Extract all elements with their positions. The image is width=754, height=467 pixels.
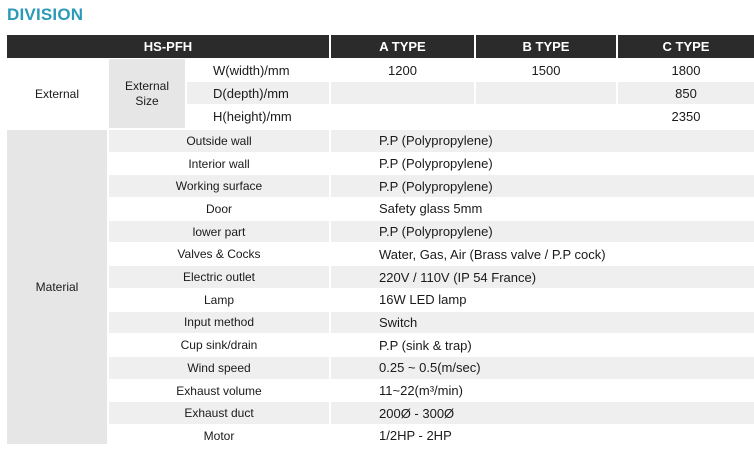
material-item-value: 220V / 110V (IP 54 France) xyxy=(371,266,754,288)
external-value-a: 1200 xyxy=(388,62,417,78)
external-size-line2: Size xyxy=(135,93,159,108)
material-item-label: Outside wall xyxy=(109,130,329,152)
header-type-a: A TYPE xyxy=(331,35,474,58)
external-dim-label: D(depth)/mm xyxy=(187,82,329,104)
page-title: DIVISION xyxy=(7,5,84,24)
material-item-label: Exhaust volume xyxy=(176,383,262,398)
material-item-value: P.P (sink & trap) xyxy=(379,337,472,353)
external-dim-label: W(width)/mm xyxy=(213,62,290,78)
material-item-label: Lamp xyxy=(203,292,235,307)
material-item-label: Valves & Cocks xyxy=(177,247,261,262)
material-item-value: 0.25 ~ 0.5(m/sec) xyxy=(371,357,754,379)
row-background xyxy=(331,357,371,379)
material-item-label: Working surface xyxy=(109,175,329,197)
material-item-value: P.P (Polypropylene) xyxy=(379,156,493,172)
material-item-value: 16W LED lamp xyxy=(379,292,467,308)
external-value-c: 1800 xyxy=(671,62,701,78)
material-item-value: Switch xyxy=(371,312,754,334)
external-value-b: 1500 xyxy=(531,62,561,78)
material-item-value: P.P (Polypropylene) xyxy=(371,221,754,243)
external-size-label xyxy=(109,59,185,128)
material-item-label: Cup sink/drain xyxy=(180,338,258,353)
external-value-c: 850 xyxy=(618,82,754,104)
material-item-value: Water, Gas, Air (Brass valve / P.P cock) xyxy=(379,246,606,262)
material-item-value: Safety glass 5mm xyxy=(379,201,483,217)
material-label: Material xyxy=(7,130,107,444)
material-item-label: Motor xyxy=(203,428,235,443)
header-model: HS-PFH xyxy=(7,35,329,58)
material-item-label: Electric outlet xyxy=(109,266,329,288)
row-background xyxy=(331,402,371,424)
row-background xyxy=(331,175,371,197)
material-item-value: P.P (Polypropylene) xyxy=(371,175,754,197)
external-dim-label: H(height)/mm xyxy=(213,108,292,124)
header-type-b: B TYPE xyxy=(476,35,616,58)
row-background xyxy=(331,266,371,288)
material-item-label: lower part xyxy=(109,221,329,243)
row-background xyxy=(331,312,371,334)
row-background xyxy=(331,130,371,152)
material-item-label: Input method xyxy=(109,312,329,334)
external-value-a xyxy=(331,82,474,104)
row-background xyxy=(331,221,371,243)
material-item-label: Exhaust duct xyxy=(109,402,329,424)
material-item-label: Interior wall xyxy=(188,156,250,171)
material-item-value: P.P (Polypropylene) xyxy=(371,130,754,152)
external-value-c: 2350 xyxy=(671,108,701,124)
external-value-b xyxy=(476,82,616,104)
external-value-a xyxy=(331,105,474,127)
external-size-line1: External xyxy=(124,78,170,93)
external-label: External xyxy=(34,86,80,101)
external-value-b xyxy=(476,105,616,127)
material-item-value: 200Ø - 300Ø xyxy=(371,402,754,424)
header-type-c: C TYPE xyxy=(618,35,754,58)
material-item-label: Wind speed xyxy=(109,357,329,379)
material-item-value: 1/2HP - 2HP xyxy=(379,428,452,444)
material-item-value: 11~22(m³/min) xyxy=(379,383,463,399)
material-item-label: Door xyxy=(205,201,232,216)
